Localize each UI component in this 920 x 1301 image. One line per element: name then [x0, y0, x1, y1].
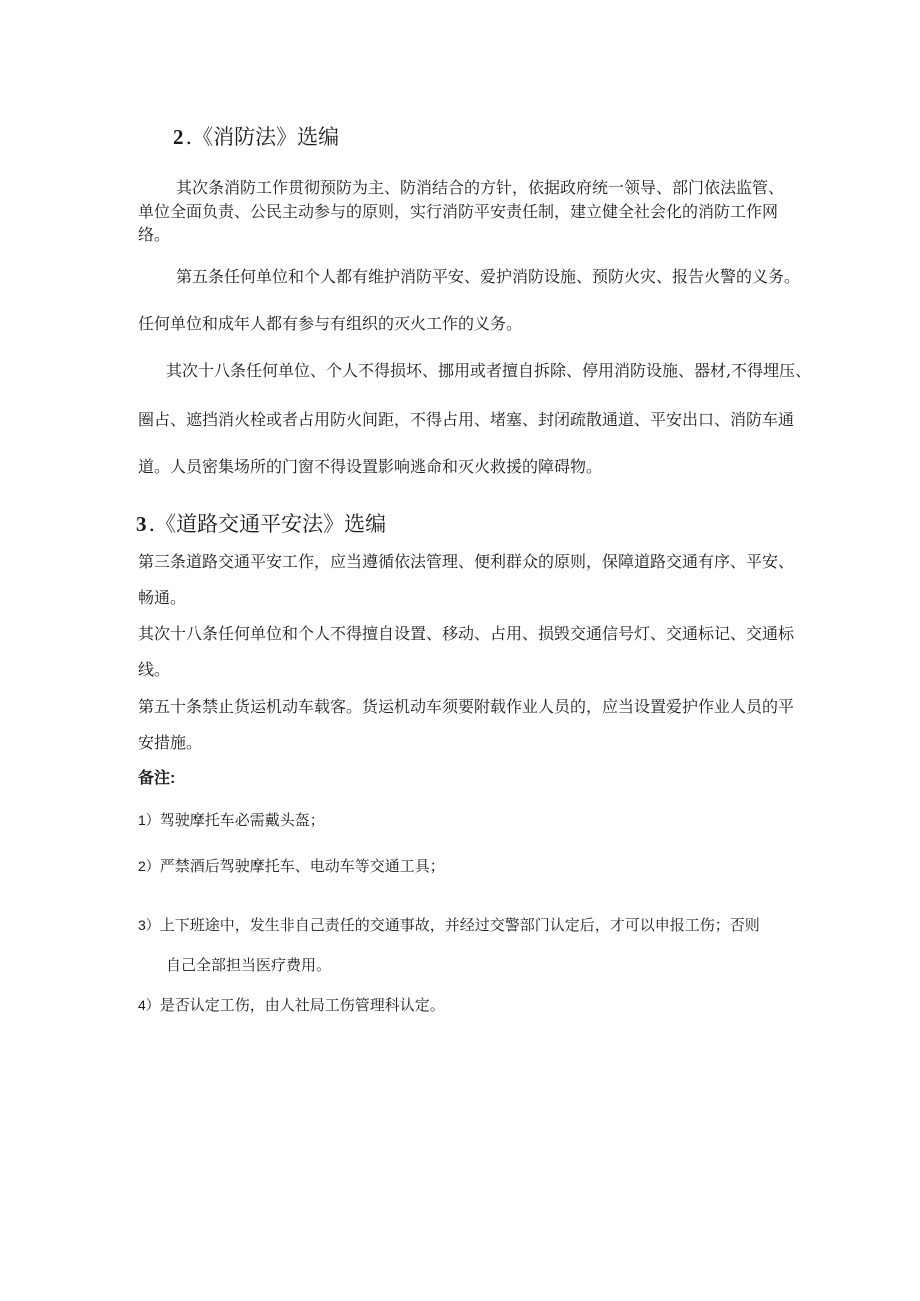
section-2-number: 2	[173, 125, 184, 149]
s2-para1-line2: 单位全面负责、公民主动参与的原则，实行消防平安责任制，建立健全社会化的消防工作网	[138, 202, 779, 221]
note-item-1	[138, 810, 325, 830]
s2-para2-line2: 任何单位和成年人都有参与有组织的灭火工作的义务。	[138, 314, 523, 333]
note-item-2	[138, 856, 445, 876]
note-item-1-text: 驾驶摩托车必需戴头盔；	[159, 811, 325, 829]
note-item-3-continuation: 自己全部担当医疗费用。	[166, 956, 332, 974]
section-2-heading	[173, 124, 339, 150]
s3-line5: 第五十条禁止货运机动车载客。货运机动车须要附载作业人员的，应当设置爱护作业人员的平	[138, 697, 795, 716]
note-item-4-text: 是否认定工伤，由人社局工伤管理科认定。	[159, 996, 445, 1014]
section-3-number: 3	[136, 512, 147, 536]
note-item-3-number: 3）	[138, 917, 160, 933]
note-item-3-text: 上下班途中，发生非自己责任的交通事故，并经过交警部门认定后，才可以申报工伤；否则	[159, 916, 760, 934]
s3-line4: 线。	[138, 660, 171, 679]
s2-para1-line1: 其次条消防工作贯彻预防为主、防消结合的方针，依据政府统一领导、部门依法监管、	[176, 178, 785, 197]
note-item-2-text: 严禁酒后驾驶摩托车、电动车等交通工具；	[159, 857, 445, 875]
note-item-4-number: 4）	[138, 997, 160, 1013]
notes-title: 备注:	[138, 770, 176, 787]
s2-para3-line2: 圈占、遮挡消火栓或者占用防火间距，不得占用、堵塞、封闭疏散通道、平安出口、消防车通	[138, 410, 795, 429]
s3-line6: 安措施。	[138, 733, 203, 752]
s2-para3-line1: 其次十八条任何单位、个人不得损坏、挪用或者擅自拆除、停用消防设施、器材,不得埋压、	[166, 361, 812, 380]
section-2-title: .《消防法》选编	[185, 125, 340, 149]
section-3-heading	[136, 511, 386, 537]
s3-line2: 畅通。	[138, 588, 187, 607]
note-item-4	[138, 995, 445, 1015]
note-item-1-number: 1）	[138, 812, 160, 828]
section-3-title: .《道路交通平安法》选编	[148, 512, 387, 536]
note-item-3	[138, 915, 760, 935]
s3-line1: 第三条道路交通平安工作，应当遵循依法管理、便利群众的原则，保障道路交通有序、平安、	[138, 552, 795, 571]
s2-para2-line1: 第五条任何单位和个人都有维护消防平安、爱护消防设施、预防火灾、报告火警的义务。	[176, 267, 801, 286]
s2-para1-line3: 络。	[138, 225, 171, 244]
note-item-2-number: 2）	[138, 858, 160, 874]
s3-line3: 其次十八条任何单位和个人不得擅自设置、移动、占用、损毁交通信号灯、交通标记、交通标	[138, 624, 795, 643]
s2-para3-line3: 道。人员密集场所的门窗不得设置影响逃命和灭火救援的障碍物。	[138, 457, 603, 476]
